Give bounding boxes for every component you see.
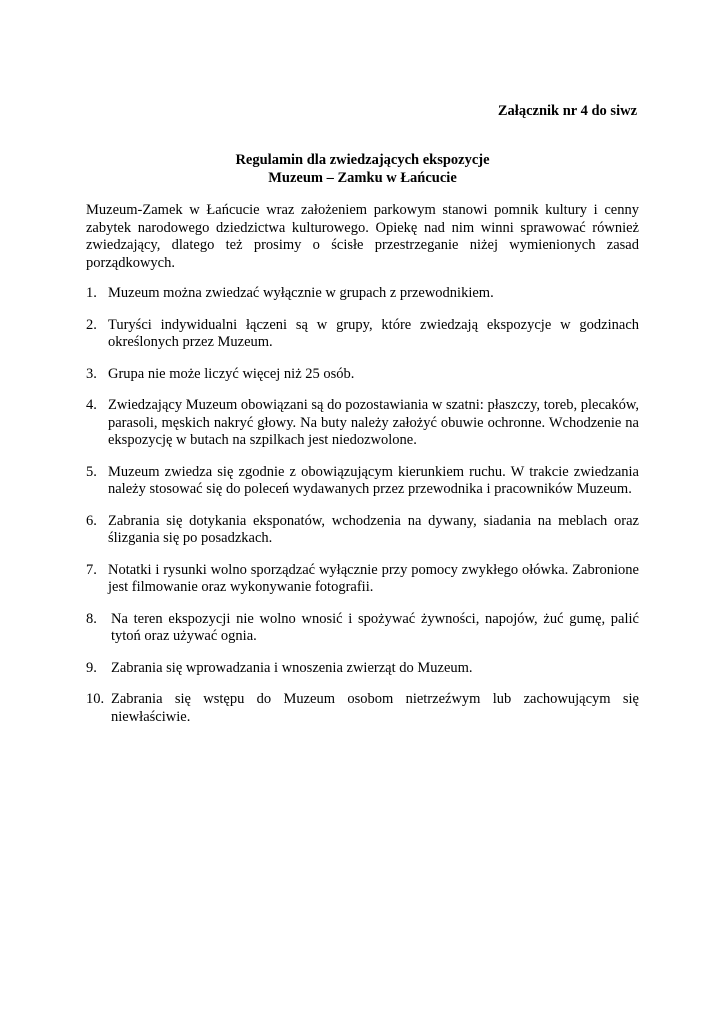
rule-text: Zabrania się wprowadzania i wnoszenia zwierząt do Muzeum. xyxy=(111,659,473,676)
rules-list xyxy=(86,285,639,740)
rule-item xyxy=(86,317,639,352)
intro-paragraph: Muzeum-Zamek w Łańcucie wraz założeniem parkowym stanowi pomnik kultury i cenny zabytek narodowego dziedzictwa kulturowego. Opiekę nad nim winni sprawować również zwiedzający, dlatego też prosimy o ścisłe przestrzeganie niżej wymienionych zasad porządkowych. xyxy=(86,202,639,271)
rule-number: 9. xyxy=(86,659,97,676)
rule-text: Zabrania się wstępu do Muzeum osobom nietrzeźwym lub zachowującym się niewłaściwie. xyxy=(111,691,639,725)
rule-item xyxy=(86,285,639,303)
annex-label: Załącznik nr 4 do siwz xyxy=(497,103,637,119)
rule-text: Turyści indywidualni łączeni są w grupy, które zwiedzają ekspozycje w godzinach określonych przez Muzeum. xyxy=(108,316,639,350)
rule-text: Notatki i rysunki wolno sporządzać wyłącznie przy pomocy zwykłego ołówka. Zabronione jest filmowanie oraz wykonywanie fotografii. xyxy=(108,561,639,595)
rule-number: 2. xyxy=(86,316,97,333)
rule-item xyxy=(86,397,639,450)
rule-text: Muzeum można zwiedzać wyłącznie w grupach z przewodnikiem. xyxy=(108,285,494,301)
rule-item xyxy=(86,562,639,597)
rule-item xyxy=(86,513,639,548)
rule-number: 3. xyxy=(86,365,97,382)
rule-number: 1. xyxy=(86,285,97,301)
rule-text: Zwiedzający Muzeum obowiązani są do pozostawiania w szatni: płaszczy, toreb, plecaków, parasoli, męskich nakryć głowy. Na buty należy założyć obuwie ochronne. Wchodzenie na ekspozycję w butach na szpilkach jest niedozwolone. xyxy=(108,397,639,448)
title-line-2: Muzeum – Zamku w Łańcucie xyxy=(268,169,457,186)
rule-number: 7. xyxy=(86,561,97,578)
rule-item xyxy=(86,366,639,384)
document-title xyxy=(0,152,725,187)
rule-text: Zabrania się dotykania eksponatów, wchodzenia na dywany, siadania na meblach oraz ślizgania się po posadzkach. xyxy=(108,512,639,546)
title-line-1: Regulamin dla zwiedzających ekspozycje xyxy=(235,152,490,168)
rule-item xyxy=(86,660,639,678)
rule-number: 4. xyxy=(86,397,97,413)
rule-text: Muzeum zwiedza się zgodnie z obowiązującym kierunkiem ruchu. W trakcie zwiedzania należy stosować się do poleceń wydawanych przez przewodnika i pracowników Muzeum. xyxy=(108,463,639,497)
rule-number: 5. xyxy=(86,463,97,480)
rule-number: 10. xyxy=(86,691,105,707)
rule-item xyxy=(86,691,639,726)
rule-item xyxy=(86,464,639,499)
rule-number: 6. xyxy=(86,512,97,529)
rule-number: 8. xyxy=(86,610,97,627)
rule-text: Grupa nie może liczyć więcej niż 25 osób. xyxy=(108,365,355,382)
rule-item xyxy=(86,611,639,646)
rule-text: Na teren ekspozycji nie wolno wnosić i spożywać żywności, napojów, żuć gumę, palić tytoń oraz używać ognia. xyxy=(111,610,639,644)
